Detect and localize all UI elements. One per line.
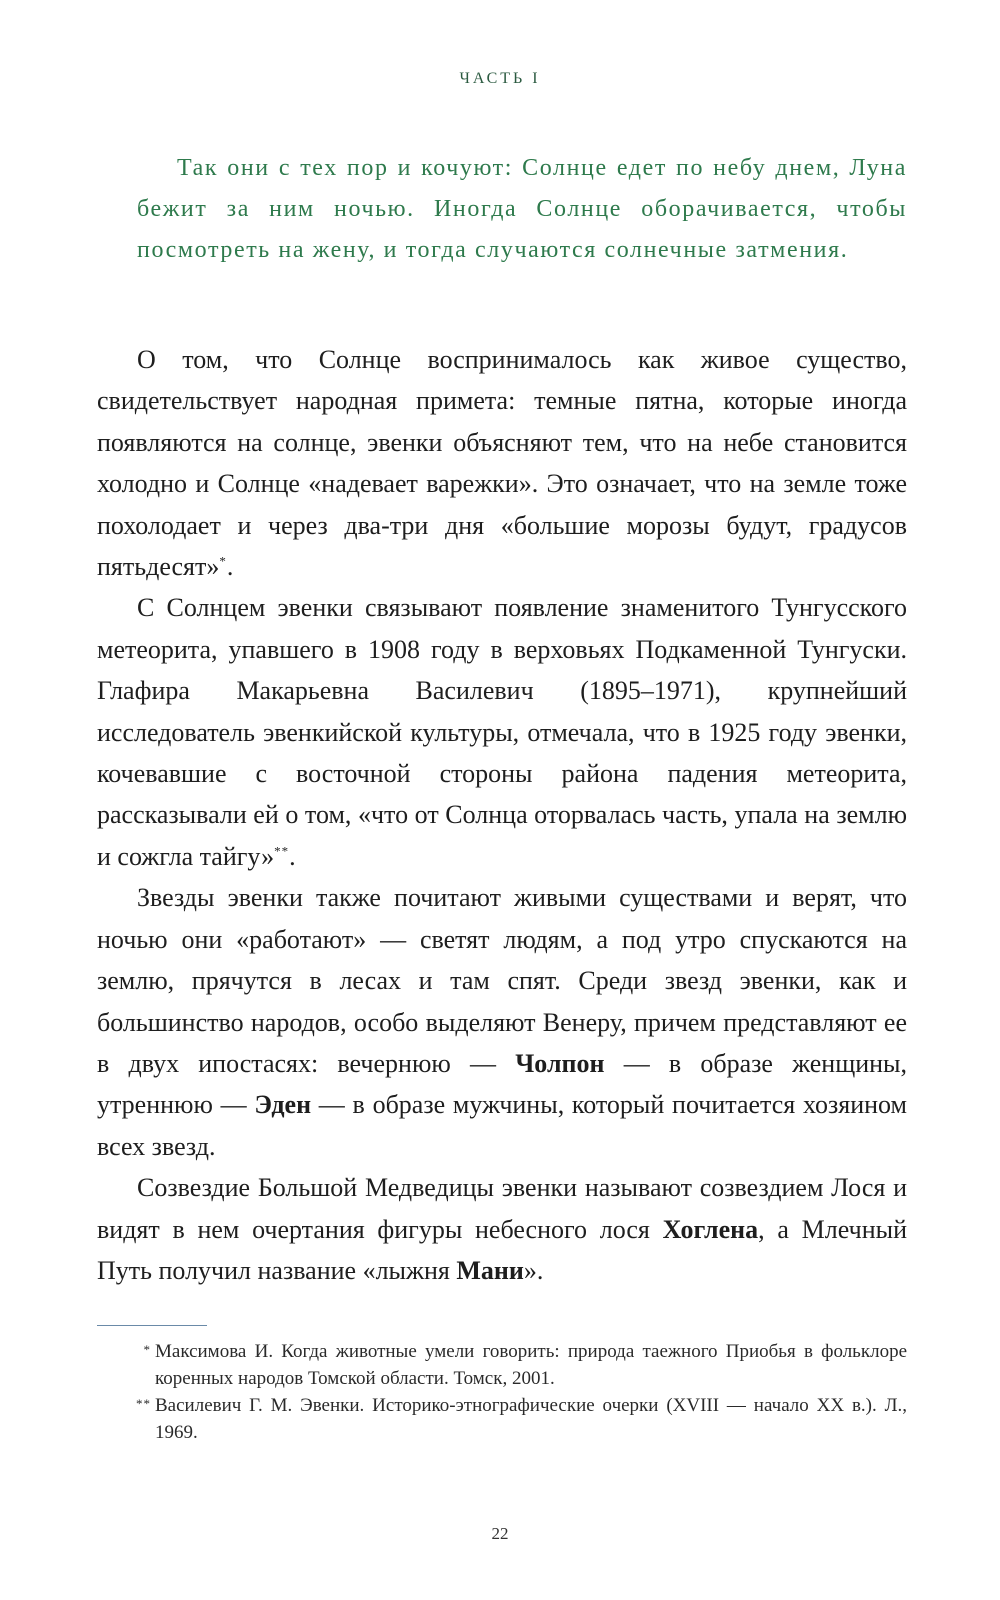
- footnote-1: [143, 1338, 907, 1392]
- term-cholpon: Чолпон: [515, 1048, 605, 1078]
- footnote-1-text: Максимова И. Когда животные умели говорить: природа таежного Приобья в фольклоре коренных народов Томской области. Томск, 2001.: [155, 1341, 907, 1389]
- term-mani: Мани: [456, 1255, 524, 1285]
- term-khoglen: Хоглена: [662, 1214, 759, 1244]
- footnote-mark-2: **: [136, 1396, 151, 1411]
- footnote-ref-2[interactable]: **: [274, 843, 290, 859]
- paragraph-1: [97, 339, 907, 587]
- main-text: [97, 339, 907, 1291]
- footnote-divider: [97, 1325, 207, 1326]
- page-number: 22: [491, 1524, 509, 1543]
- footnote-ref-1[interactable]: *: [219, 553, 227, 569]
- paragraph-1-tail: .: [226, 552, 234, 582]
- term-eden: Эден: [254, 1090, 312, 1120]
- paragraph-3-part-c: — в образе женщины, утреннюю —: [97, 1048, 908, 1120]
- paragraph-4-part-a: Созвездие Большой Медведицы эвенки называют созвездием Лося и видят в нем очертания фигуры небесного лося: [97, 1173, 907, 1244]
- footnote-2-text: Василевич Г. М. Эвенки. Историко-этнографические очерки (XVIII — начало XX в.). Л., 1969.: [155, 1395, 907, 1443]
- paragraph-3-part-a: Звезды эвенки также почитают живыми существами и верят, что ночью они «работают» — светят людям, а под утро спускаются на землю, прячутся в лесах и там спят. Среди звезд эвенки, как и большинство народов, особо выделяют Венеру, причем представляют ее в двух ипостасях: вечернюю —: [97, 883, 907, 1078]
- paragraph-4-part-c: , а Млечный Путь получил название «лыжня: [97, 1214, 907, 1285]
- paragraph-4-part-d: ».: [523, 1255, 544, 1285]
- footnotes: [136, 1338, 907, 1446]
- paragraph-4: [97, 1167, 907, 1291]
- paragraph-2: [97, 587, 907, 877]
- paragraph-2-tail: .: [289, 841, 296, 871]
- paragraph-2-text: С Солнцем эвенки связывают появление знаменитого Тунгусского метеорита, упавшего в 1908 году в верховьях Подкаменной Тунгуски. Глафира Макарьевна Василевич (1895–1971), крупнейший исследователь эвенкийской культуры, отмечала, что в 1925 году эвенки, кочевавшие с восточной стороны района падения метеорита, рассказывали ей о том, «что от Солнца оторвалась часть, упала на землю и сожгла тайгу»: [97, 593, 907, 871]
- running-head: ЧАСТЬ I: [459, 70, 541, 87]
- footnote-2: [136, 1392, 907, 1446]
- paragraph-1-text: О том, что Солнце воспринималось как живое существо, свидетельствует народная примета: темные пятна, которые иногда появляются на солнце, эвенки объясняют тем, что на небе становится холодно и Солнце «надевает варежки». Это означает, что на земле тоже похолодает и через два-три дня «большие морозы будут, градусов пятьдесят»: [97, 345, 907, 582]
- paragraph-3-part-d: — в образе мужчины, который почитается хозяином всех звезд.: [97, 1090, 907, 1161]
- epigraph: Так они с тех пор и кочуют: Солнце едет по небу днем, Луна бежит за ним ночью. Иногда Солнце оборачивается, чтобы посмотреть на жену, и тогда случаются солнечные затмения.: [137, 155, 907, 263]
- footnote-mark-1: *: [143, 1342, 151, 1357]
- paragraph-3: [97, 877, 907, 1167]
